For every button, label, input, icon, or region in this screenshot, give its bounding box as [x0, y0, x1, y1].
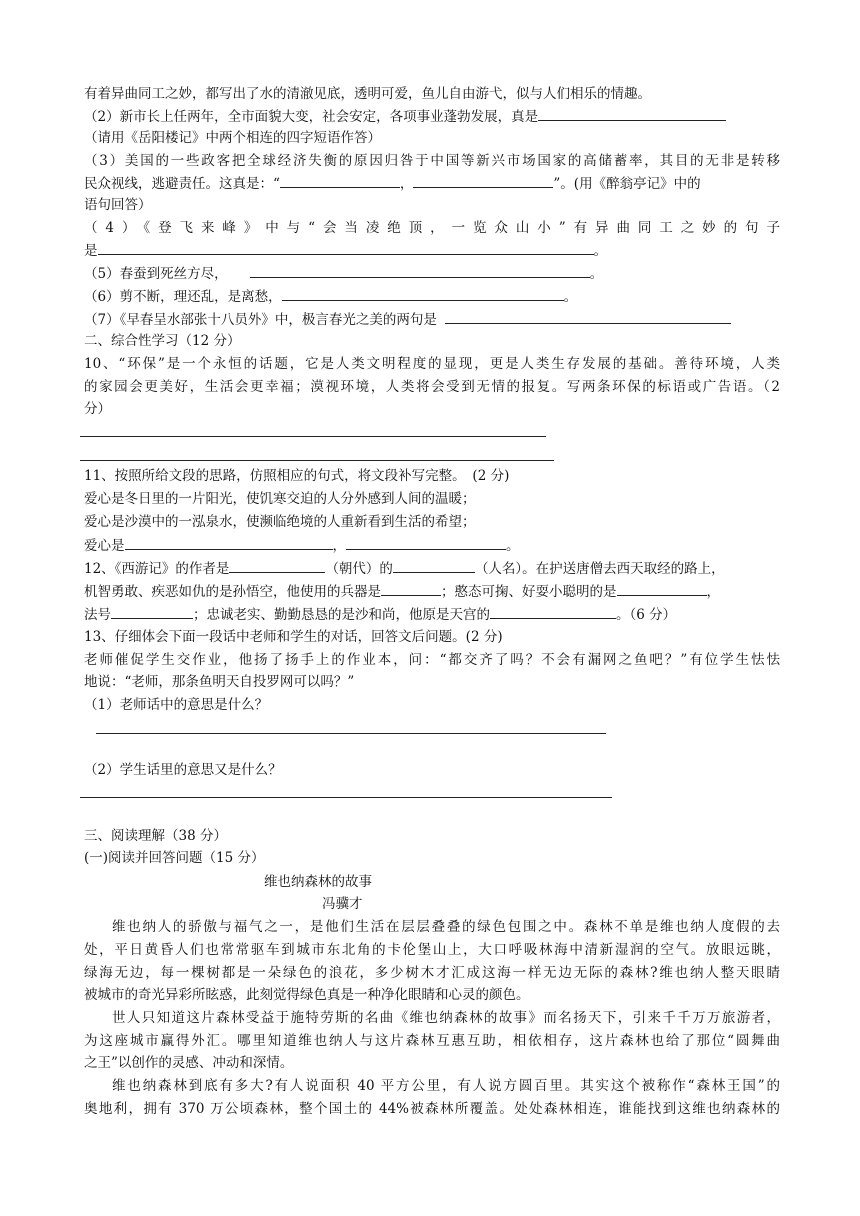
answer-blank[interactable]: [445, 309, 731, 324]
q9-item-4-text-b: 。: [593, 243, 607, 259]
q9-item-5-end: 。: [589, 266, 604, 282]
q10-line1: 10、“环保”是一个永恒的话题，它是人类文明程度的显现，更是人类生存发展的基础。善待环境，人类: [84, 356, 780, 372]
answer-line[interactable]: [80, 460, 554, 461]
q9-item-6: [84, 286, 577, 307]
paragraph-line: 之王”以创作的灵感、冲动和深情。: [84, 1055, 294, 1071]
q12-text-d: 机智勇敢、疾恶如仇的是孙悟空，他使用的兵器是: [84, 584, 381, 600]
q9-line-a: 有着异曲同工之妙，都写出了水的清澈见底，透明可爱，鱼儿自由游弋，似与人们相乐的情趣。: [84, 86, 651, 102]
q13-sub-1: （1）老师话中的意思是什么？: [84, 697, 269, 713]
q9-item-5: [84, 263, 603, 284]
q9-item-5-text: （5）春蚕到死丝方尽，: [84, 266, 228, 282]
q10-line2: 的家园会更美好，生活会更幸福；漠视环境，人类将会受到无情的报复。写两条环保的标语或广告语。（2: [84, 379, 780, 395]
q9-item-3-text-c: ”。(用《醉翁亭记》中的: [553, 176, 701, 192]
q9-item-3-line1: （3）美国的一些政客把全球经济失衡的原因归咎于中国等新兴市场国家的高储蓄率，其目的无非是转移: [84, 153, 780, 169]
q9-item-6-end: 。: [563, 289, 578, 305]
paragraph-line: 维也纳森林到底有多大?有人说面积 40 平方公里，有人说方圆百里。其实这个被称作“森林王国”的: [112, 1078, 780, 1094]
q9-item-7: [84, 309, 731, 330]
answer-blank[interactable]: [282, 286, 564, 301]
answer-blank[interactable]: [229, 558, 325, 573]
q12-text-b: （朝代）的: [325, 561, 393, 577]
q13-line2: 地说：“老师，那条鱼明天自投罗网可以吗？”: [84, 674, 355, 690]
q12-text-c: （人名）。在护送唐僧去西天取经的路上，: [474, 561, 725, 577]
q12-text-a: 12、《西游记》的作者是: [84, 561, 230, 577]
q11-text-b: ，: [332, 538, 346, 554]
q9-item-3-text-b: ，: [399, 176, 414, 192]
article-author: 冯骥才: [322, 896, 363, 912]
q11-line1: 爱心是冬日里的一片阳光，使饥寒交迫的人分外感到人间的温暖；: [84, 491, 476, 507]
q9-item-4-line2: [84, 240, 607, 261]
paragraph-line: 绿海无边，每一棵树都是一朵绿色的浪花，多少树木才汇成这海一样无边无际的森林?维也纳人整天眼睛: [84, 965, 780, 981]
q9-item-4-line1: （4）《登飞来峰》中与“会当凌绝顶，一览众山小”有异曲同工之妙的句子: [84, 220, 780, 236]
q11-text-c: 。: [506, 538, 520, 554]
q9-item-2-note: （请用《岳阳楼记》中两个相连的四字短语作答）: [84, 130, 381, 146]
paragraph-line: 奥地利，拥有 370 万公顷森林，整个国土的 44%被森林所覆盖。处处森林相连，谁能找到这维也纳森林的: [84, 1101, 780, 1117]
q13-sub-2: （2）学生话里的意思又是什么？: [84, 762, 282, 778]
q12-text-g: 法号: [84, 607, 111, 623]
q11-text-a: 爱心是: [84, 538, 125, 554]
paragraph-line: 世人只知道这片森林受益于施特劳斯的名曲《维也纳森林的故事》而名扬天下，引来千千万万旅游者，: [112, 1010, 780, 1026]
answer-blank[interactable]: [280, 173, 400, 188]
q12-line2: [84, 581, 720, 602]
q13-title: 13、仔细体会下面一段话中老师和学生的对话，回答文后问题。(2 分): [84, 629, 503, 645]
answer-blank[interactable]: [381, 581, 441, 596]
answer-blank[interactable]: [393, 558, 475, 573]
section-3-sub-1: (一)阅读并回答问题（15 分）: [84, 850, 265, 866]
q9-item-2: [84, 106, 726, 127]
q9-item-7-text: （7）《早春呈水部张十八员外》中，极言春光之美的两句是: [84, 312, 437, 328]
q12-text-i: 。（6 分）: [616, 607, 677, 623]
q9-item-4-text-a: 是: [84, 243, 98, 259]
q11-title: 11、按照所给文段的思路，仿照相应的句式，将文段补写完整。 (2 分): [84, 468, 510, 484]
paragraph-line: 为这座城市赢得外汇。哪里知道维也纳人与这片森林互惠互助，相依相存，这片森林也给了那位“圆舞曲: [84, 1033, 780, 1049]
section-2-heading: 二、综合性学习（12 分）: [84, 333, 241, 349]
q12-line1: [84, 558, 725, 579]
answer-blank[interactable]: [250, 263, 590, 278]
answer-blank[interactable]: [490, 604, 616, 619]
q12-text-h: ；忠诚老实、勤勤恳恳的是沙和尚，他原是天宫的: [193, 607, 490, 623]
q10-line3: 分）: [84, 401, 111, 417]
q9-item-3-text-a: 民众视线，逃避责任。这真是：“: [84, 176, 280, 192]
answer-blank[interactable]: [98, 240, 594, 255]
paragraph-line: 被城市的奇光异彩所眩惑，此刻觉得绿色真是一种净化眼睛和心灵的颜色。: [84, 987, 530, 1003]
answer-blank[interactable]: [346, 535, 506, 550]
answer-blank[interactable]: [538, 106, 726, 121]
answer-blank[interactable]: [617, 581, 707, 596]
answer-line[interactable]: [80, 436, 546, 437]
q12-text-f: ，: [706, 584, 720, 600]
q9-item-3-line2: [84, 173, 701, 194]
answer-line[interactable]: [96, 733, 606, 734]
answer-blank[interactable]: [111, 604, 193, 619]
answer-blank[interactable]: [413, 173, 553, 188]
article-title: 维也纳森林的故事: [264, 874, 372, 890]
section-3-heading: 三、阅读理解（38 分）: [84, 828, 227, 844]
paragraph-line: 维也纳人的骄傲与福气之一，是他们生活在层层叠叠的绿色包围之中。森林不单是维也纳人度假的去: [112, 919, 780, 935]
q12-text-e: ；憨态可掬、好耍小聪明的是: [441, 584, 617, 600]
answer-blank[interactable]: [125, 535, 333, 550]
q11-line3: [84, 535, 520, 556]
q11-line2: 爱心是沙漠中的一泓泉水，使濒临绝境的人重新看到生活的希望；: [84, 514, 476, 530]
q9-item-2-text: （2）新市长上任两年，全市面貌大变，社会安定，各项事业蓬勃发展，真是: [84, 109, 539, 125]
paragraph-line: 处，平日黄昏人们也常常驱车到城市东北角的卡伦堡山上，大口呼吸林海中清新湿润的空气。放眼远眺，: [84, 942, 780, 958]
q9-item-6-text: （6）剪不断，理还乱，是离愁，: [84, 289, 282, 305]
q13-line1: 老师催促学生交作业，他扬了扬手上的作业本，问：“都交齐了吗？不会有漏网之鱼吧？”有位学生怯怯: [84, 652, 780, 668]
answer-line[interactable]: [80, 797, 612, 798]
q9-item-3-line3: 语句回答）: [84, 197, 152, 213]
q12-line3: [84, 604, 676, 625]
